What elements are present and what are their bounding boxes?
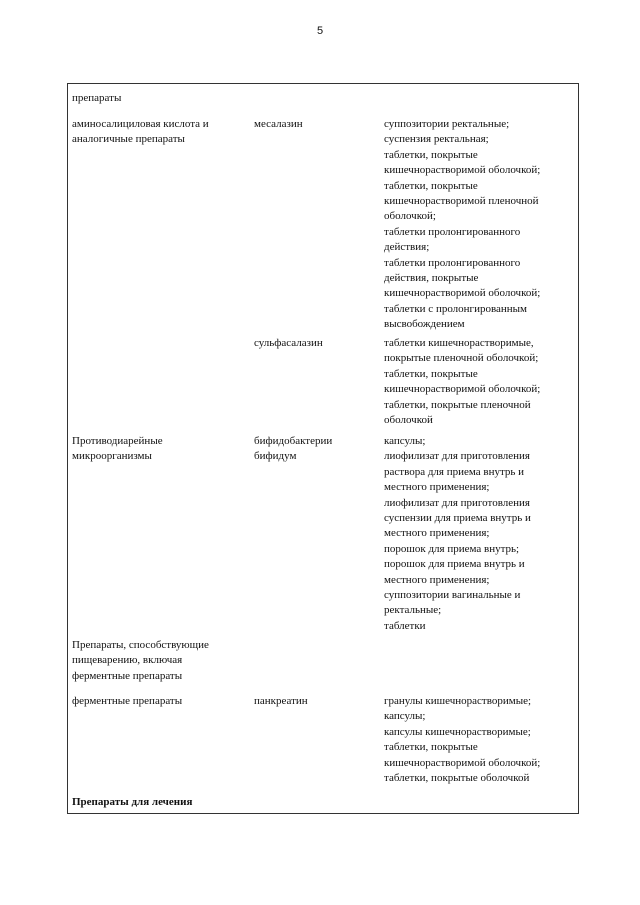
row-forms-cell: гранулы кишечнорастворимые; капсулы; капсулы кишечнорастворимые; таблетки, покрытые кишечнорастворимой оболочкой; таблетки, покрытые оболочкой	[384, 695, 541, 785]
row-forms-cell: капсулы; лиофилизат для приготовления раствора для приема внутрь и местного применения; лиофилизат для приготовления суспензии для приема внутрь и местного применения; порошок для приема внутрь; порошок для приема внутрь и местного применения; суппозитории вагинальные и ректальные; таблетки	[384, 435, 531, 632]
row-substance-cell: панкреатин	[254, 695, 308, 707]
section-heading: Препараты для лечения	[72, 796, 193, 808]
row-group-cell: Противодиарейные микроорганизмы	[72, 435, 163, 463]
row-group-cell: ферментные препараты	[72, 695, 183, 707]
row-group-cell: Препараты, способствующие пищеварению, включая ферментные препараты	[72, 639, 209, 682]
row-forms-cell: суппозитории ректальные; суспензия ректальная; таблетки, покрытые кишечнорастворимой оболочкой; таблетки, покрытые кишечнорастворимой пленочной оболочкой; таблетки пролонгированного действия; таблетки пролонгированного действия, покрытые кишечнорастворимой оболочкой; таблетки с пролонгированным высвобождением	[384, 118, 541, 331]
row-group-cell: препараты	[72, 92, 122, 104]
page-number: 5	[316, 25, 324, 37]
row-substance-cell: бифидобактерии бифидум	[254, 435, 333, 463]
row-forms-cell: таблетки кишечнорастворимые, покрытые пленочной оболочкой; таблетки, покрытые кишечнорастворимой оболочкой; таблетки, покрытые пленочной оболочкой	[384, 337, 541, 427]
row-group-cell: аминосалициловая кислота и аналогичные препараты	[72, 118, 209, 146]
row-substance-cell: сульфасалазин	[254, 337, 323, 349]
row-substance-cell: месалазин	[254, 118, 303, 130]
